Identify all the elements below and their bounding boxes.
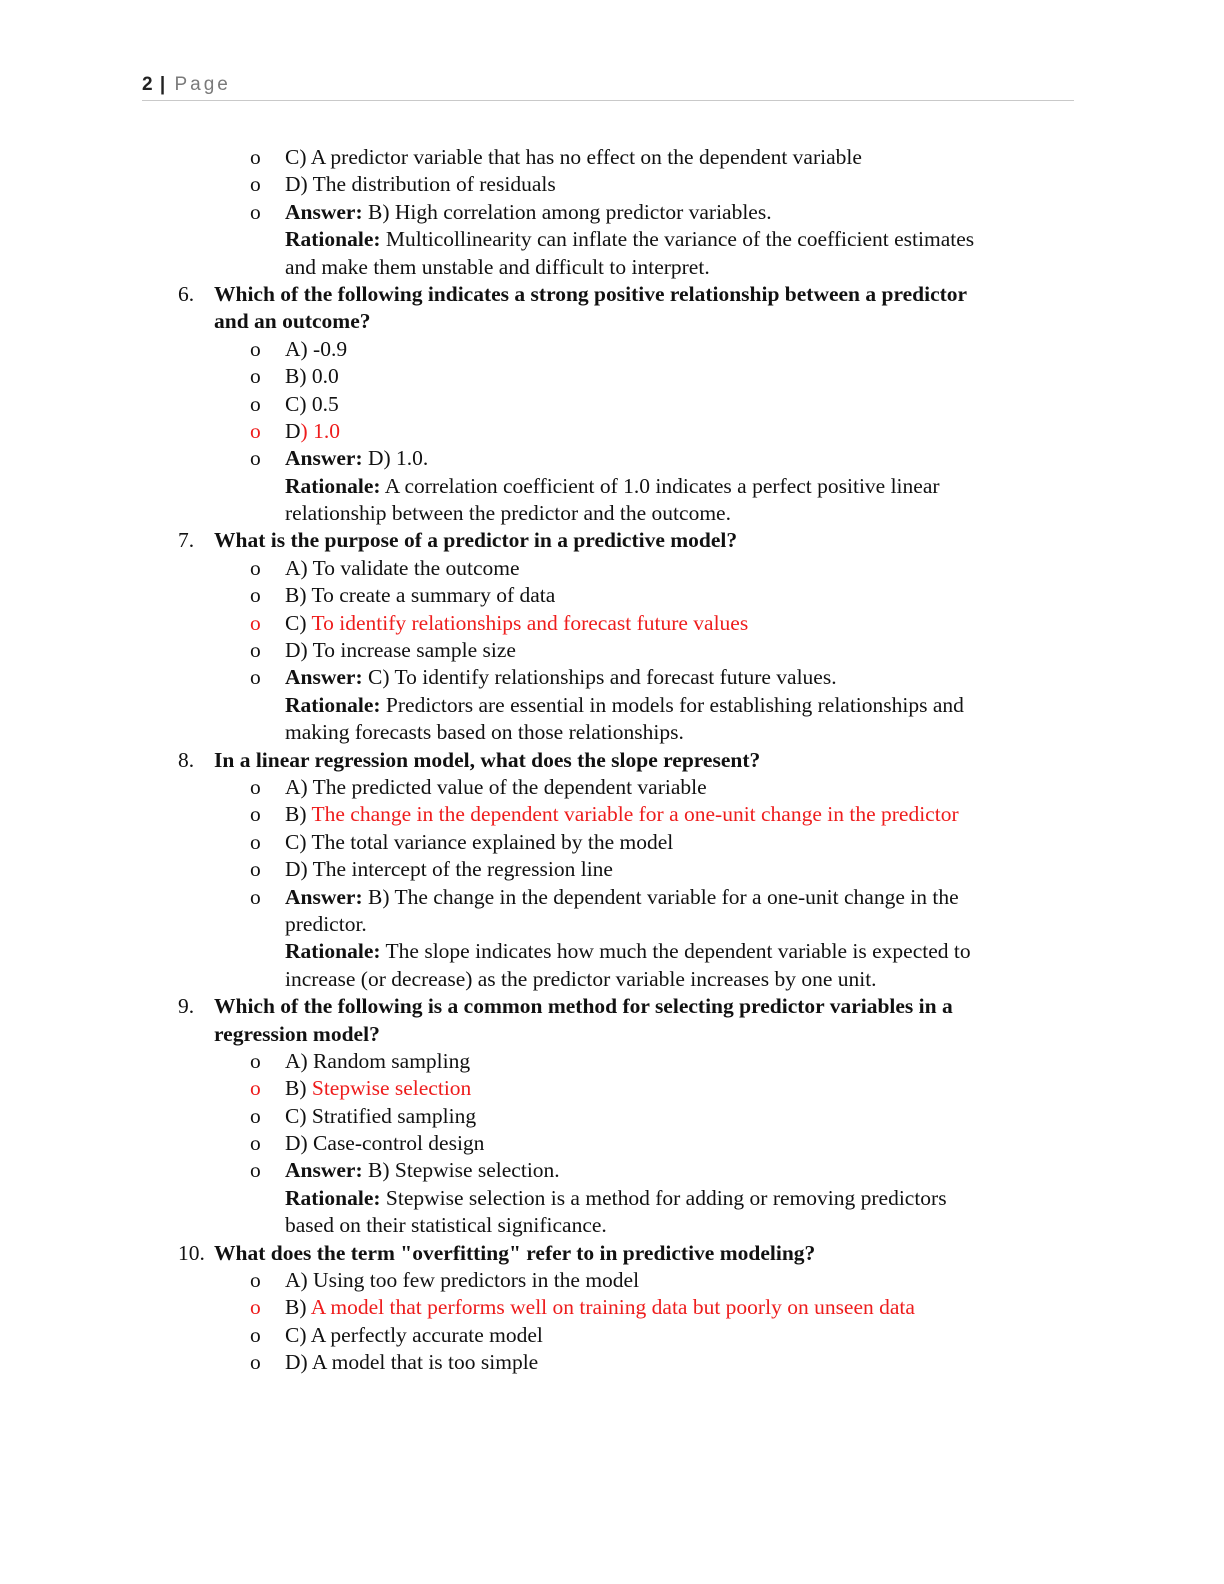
question-text: In a linear regression model, what does the slope represent? (214, 747, 761, 772)
list-item (0, 363, 1224, 390)
list-item (0, 1267, 1224, 1294)
rationale-label: Rationale: (285, 227, 381, 252)
question-line (0, 747, 1224, 774)
page-separator: | (159, 74, 166, 95)
list-item (0, 774, 1224, 801)
option-d: D) The intercept of the regression line (285, 857, 613, 882)
rationale-text: making forecasts based on those relationships. (285, 720, 684, 745)
bullet-icon: o (250, 774, 261, 799)
option-a: A) Random sampling (285, 1048, 471, 1073)
bullet-icon: o (250, 583, 261, 608)
answer (285, 445, 428, 472)
question-number: 7. (178, 528, 195, 553)
option-d: D) The distribution of residuals (285, 172, 556, 197)
rationale-line (0, 966, 1224, 993)
option-b (285, 1294, 915, 1321)
question-text: What is the purpose of a predictor in a predictive model? (214, 528, 738, 553)
option-b (285, 801, 959, 828)
document-body (0, 144, 1224, 1377)
option-b: B) To create a summary of data (285, 583, 556, 608)
question-line (0, 308, 1224, 335)
rationale-label: Rationale: (285, 473, 381, 498)
rationale-line (0, 226, 1224, 253)
option-b (285, 1075, 471, 1102)
list-item (0, 582, 1224, 609)
rationale-line (0, 1185, 1224, 1212)
rationale (285, 473, 940, 500)
rationale-line (0, 473, 1224, 500)
question-number: 9. (178, 994, 195, 1019)
bullet-icon: o (250, 638, 261, 663)
question-line (0, 527, 1224, 554)
rationale-text: based on their statistical significance. (285, 1213, 607, 1238)
bullet-icon: o (250, 1158, 261, 1183)
answer-line (0, 445, 1224, 472)
list-item (0, 144, 1224, 171)
list-item (0, 1048, 1224, 1075)
bullet-icon: o (250, 418, 261, 443)
option-c (285, 610, 748, 637)
option-prefix: C) (285, 610, 312, 635)
option-d: D) To increase sample size (285, 638, 516, 663)
question-line (0, 1021, 1224, 1048)
option-d (285, 418, 340, 445)
rationale-line (0, 938, 1224, 965)
rationale-line (0, 692, 1224, 719)
bullet-icon: o (250, 555, 261, 580)
answer-label: Answer: (285, 665, 363, 690)
list-item (0, 1349, 1224, 1376)
option-prefix: B) (285, 1076, 312, 1101)
bullet-icon: o (250, 1295, 261, 1320)
question-text: regression model? (214, 1021, 380, 1046)
list-item (0, 391, 1224, 418)
answer-text: B) High correlation among predictor variables. (362, 199, 772, 224)
option-b: B) 0.0 (285, 364, 339, 389)
list-item (0, 637, 1224, 664)
option-d: D) Case-control design (285, 1131, 485, 1156)
bullet-icon: o (250, 1131, 261, 1156)
bullet-icon: o (250, 829, 261, 854)
rationale-text: Stepwise selection is a method for adding or removing predictors (380, 1185, 947, 1210)
rationale-text: Predictors are essential in models for establishing relationships and (380, 692, 964, 717)
answer-label: Answer: (285, 884, 363, 909)
answer-text: D) 1.0. (362, 446, 429, 471)
bullet-icon: o (250, 665, 261, 690)
option-c: C) A perfectly accurate model (285, 1322, 543, 1347)
rationale-label: Rationale: (285, 1185, 381, 1210)
question-number: 6. (178, 281, 195, 306)
list-item (0, 610, 1224, 637)
bullet-icon: o (250, 1268, 261, 1293)
question-line (0, 993, 1224, 1020)
answer-label: Answer: (285, 446, 363, 471)
bullet-icon: o (250, 857, 261, 882)
answer-line (0, 884, 1224, 911)
rationale-line (0, 1212, 1224, 1239)
rationale (285, 226, 974, 253)
option-prefix: D (285, 418, 301, 443)
option-a: A) Using too few predictors in the model (285, 1268, 640, 1293)
option-d: D) A model that is too simple (285, 1350, 539, 1375)
correct-option-text: A model that performs well on training data but poorly on unseen data (310, 1295, 915, 1320)
rationale-text: and make them unstable and difficult to interpret. (285, 254, 710, 279)
bullet-icon: o (250, 1322, 261, 1347)
rationale-line (0, 500, 1224, 527)
question-line (0, 1240, 1224, 1267)
answer (285, 199, 772, 226)
question-number: 8. (178, 747, 195, 772)
list-item (0, 801, 1224, 828)
correct-option-text: ) 1.0 (300, 418, 340, 443)
list-item (0, 1103, 1224, 1130)
question-text: What does the term "overfitting" refer to in predictive modeling? (214, 1240, 816, 1265)
option-a: A) The predicted value of the dependent variable (285, 774, 707, 799)
rationale-label: Rationale: (285, 692, 381, 717)
rationale-text: The slope indicates how much the dependent variable is expected to (380, 939, 971, 964)
answer (285, 1157, 560, 1184)
rationale (285, 938, 971, 965)
bullet-icon: o (250, 199, 261, 224)
rationale (285, 692, 964, 719)
question-text: and an outcome? (214, 309, 371, 334)
bullet-icon: o (250, 610, 261, 635)
list-item (0, 1322, 1224, 1349)
list-item (0, 418, 1224, 445)
rationale-line (0, 719, 1224, 746)
answer-label: Answer: (285, 199, 363, 224)
answer-text: predictor. (285, 911, 367, 936)
list-item (0, 171, 1224, 198)
correct-option-text: The change in the dependent variable for a one-unit change in the predictor (311, 802, 959, 827)
rationale-text: Multicollinearity can inflate the variance of the coefficient estimates (380, 227, 975, 252)
bullet-icon: o (250, 1350, 261, 1375)
list-item (0, 336, 1224, 363)
rationale-line (0, 254, 1224, 281)
rationale-text: relationship between the predictor and the outcome. (285, 501, 731, 526)
answer-line (0, 664, 1224, 691)
question-line (0, 281, 1224, 308)
option-c: C) 0.5 (285, 391, 339, 416)
page-header (142, 72, 1074, 101)
bullet-icon: o (250, 1076, 261, 1101)
option-prefix: B) (285, 802, 312, 827)
bullet-icon: o (250, 446, 261, 471)
bullet-icon: o (250, 336, 261, 361)
bullet-icon: o (250, 364, 261, 389)
option-c: C) The total variance explained by the model (285, 829, 674, 854)
correct-option-text: To identify relationships and forecast future values (311, 610, 749, 635)
answer (285, 884, 959, 911)
option-c: C) A predictor variable that has no effect on the dependent variable (285, 145, 862, 169)
bullet-icon: o (250, 1103, 261, 1128)
answer-text: C) To identify relationships and forecast future values. (362, 665, 837, 690)
option-a: A) -0.9 (285, 336, 348, 361)
answer-line (0, 199, 1224, 226)
page-number: 2 (142, 74, 153, 95)
answer (285, 664, 837, 691)
page-label: Page (174, 74, 231, 95)
bullet-icon: o (250, 145, 261, 169)
bullet-icon: o (250, 1048, 261, 1073)
answer-line (0, 911, 1224, 938)
answer-text: B) Stepwise selection. (362, 1158, 560, 1183)
option-prefix: B) (285, 1295, 311, 1320)
question-text: Which of the following indicates a strong positive relationship between a predictor (214, 281, 968, 306)
rationale-text: increase (or decrease) as the predictor variable increases by one unit. (285, 966, 877, 991)
rationale-text: A correlation coefficient of 1.0 indicates a perfect positive linear (380, 473, 940, 498)
list-item (0, 1075, 1224, 1102)
list-item (0, 1294, 1224, 1321)
answer-line (0, 1157, 1224, 1184)
bullet-icon: o (250, 802, 261, 827)
list-item (0, 829, 1224, 856)
answer-label: Answer: (285, 1158, 363, 1183)
question-number: 10. (178, 1240, 205, 1265)
rationale (285, 1185, 947, 1212)
question-text: Which of the following is a common method for selecting predictor variables in a (214, 994, 953, 1019)
bullet-icon: o (250, 172, 261, 197)
answer-text: B) The change in the dependent variable for a one-unit change in the (362, 884, 959, 909)
rationale-label: Rationale: (285, 939, 381, 964)
option-a: A) To validate the outcome (285, 555, 520, 580)
list-item (0, 856, 1224, 883)
bullet-icon: o (250, 884, 261, 909)
correct-option-text: Stepwise selection (311, 1076, 472, 1101)
bullet-icon: o (250, 391, 261, 416)
option-c: C) Stratified sampling (285, 1103, 477, 1128)
list-item (0, 1130, 1224, 1157)
list-item (0, 555, 1224, 582)
